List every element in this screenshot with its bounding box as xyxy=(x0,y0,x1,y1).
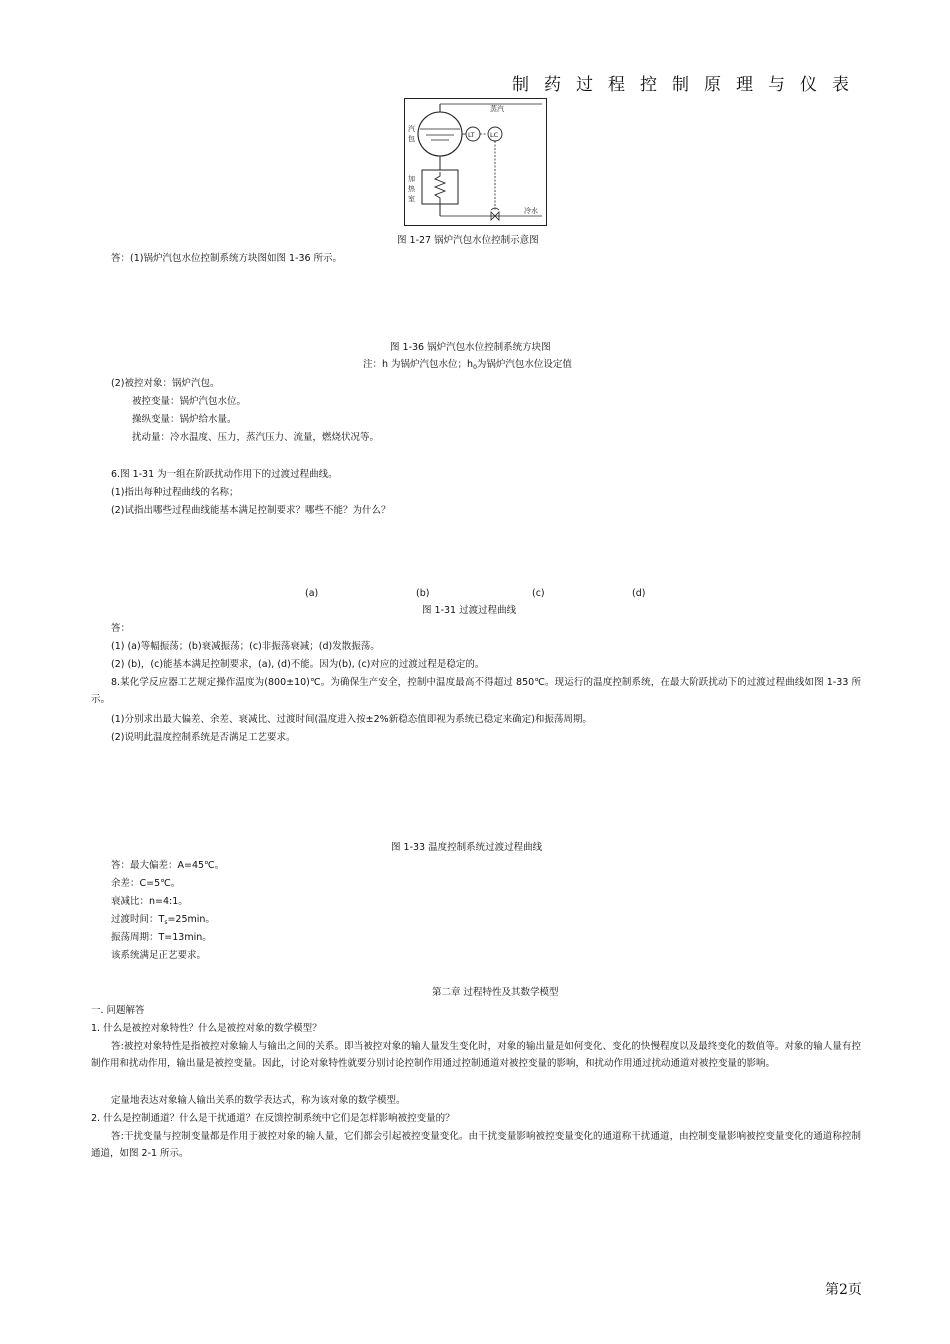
chapter2-answer-1b: 定量地表达对象输人输出关系的数学表达式，称为该对象的数学模型。 xyxy=(111,1095,406,1106)
chapter2-answer-1: 答:被控对象特性是指被控对象输人与输出之间的关系。即当被控对象的输人量发生变化时，对象的输出量是如何变化、变化的快慢程度以及最终变化的数值等。对象的输人量有控制作用和扰动作用，输出量是被控变量。因此，讨论对象特性就要分别讨论控制作用通过控制通道对被控变量的影响，和扰动作用通过扰动通道对被控变量的影响。 xyxy=(91,1041,861,1069)
question-8-part1: (1)分别求出最大偏差、余差、衰减比、过渡时间(温度进入按±2%新稳态值即视为系统已稳定来确定)和振荡周期。 xyxy=(111,714,592,725)
answer-transition-time: 过渡时间：$T_s=25\min$。 xyxy=(111,914,215,926)
page-header-title: 制药过程控制原理与仪表 xyxy=(512,75,864,95)
figure-1-31-caption: 图 1-31 过渡过程曲线 xyxy=(422,605,517,616)
cold-water-label: 冷水 xyxy=(524,207,538,215)
boiler-drum xyxy=(418,112,462,156)
answer-decay-ratio: 衰减比：n=4:1。 xyxy=(111,896,188,907)
disturbance-variables: 扰动量：冷水温度、压力，蒸汽压力、流量，燃烧状况等。 xyxy=(132,432,380,443)
svg-text:LT: LT xyxy=(468,131,475,139)
question-6-part1: (1)指出每种过程曲线的名称； xyxy=(111,487,239,498)
chapter2-question-2: 2. 什么是控制通道？什么是干扰通道？在反馈控制系统中它们是怎样影响被控变量的？ xyxy=(91,1113,455,1124)
answer-residual: 余差：C=5℃。 xyxy=(111,878,181,889)
answer-q5-part2: (2)被控对象：锅炉汽包。 xyxy=(111,378,220,389)
answer-q6-part1: (1) (a)等幅振荡；(b)衰减振荡；(c)非振荡衰减；(d)发散振荡。 xyxy=(111,641,380,652)
svg-text:汽: 汽 xyxy=(408,125,415,133)
chapter2-answer-2: 答:干扰变量与控制变量都是作用于被控对象的输人量，它们都会引起被控变量变化。由干扰变量影响被控变量变化的通道称干扰通道，由控制变量影响被控变量变化的通道称控制通道，如图 2-1 所示。 xyxy=(91,1131,861,1159)
section-heading: 一. 问题解答 xyxy=(91,1005,145,1016)
figure-1-27-boiler-drum-diagram xyxy=(404,98,547,226)
controlled-variable: 被控变量：锅炉汽包水位。 xyxy=(132,396,247,407)
answer-max-deviation: 答：最大偏差：A=45℃。 xyxy=(111,860,225,871)
svg-text:加: 加 xyxy=(408,175,415,183)
svg-text:热: 热 xyxy=(408,185,415,193)
svg-text:室: 室 xyxy=(408,195,415,203)
figure-1-36-caption: 图 1-36 锅炉汽包水位控制系统方块图 xyxy=(390,342,551,353)
answer-q5-part1: 答：(1)锅炉汽包水位控制系统方块图如图 1-36 所示。 xyxy=(111,253,343,264)
answer-conclusion: 该系统满足正艺要求。 xyxy=(111,950,207,961)
sublabel-b: (b) xyxy=(416,588,430,599)
question-6: 6.图 1-31 为一组在阶跃扰动作用下的过渡过程曲线。 xyxy=(111,469,338,480)
figure-1-27-caption: 图 1-27 锅炉汽包水位控制示意图 xyxy=(397,235,539,246)
chapter-2-title: 第二章 过程特性及其数学模型 xyxy=(432,987,559,998)
answer-q6-part2: (2) (b)，(c)能基本满足控制要求，(a), (d)不能。因为(b), (c)对应的过渡过程是稳定的。 xyxy=(111,659,485,670)
svg-text:LC: LC xyxy=(490,131,499,139)
question-8: 8.某化学反应器工艺规定操作温度为(800±10)℃。为确保生产安全，控制中温度最高不得超过 850℃。现运行的温度控制系统，在最大阶跃扰动下的过渡过程曲线如图 1-33 所示。 xyxy=(91,677,861,705)
page-number: 第2页 xyxy=(825,1282,862,1298)
answer-oscillation-period: 振荡周期：T=13min。 xyxy=(111,932,212,943)
manipulated-variable: 操纵变量：锅炉给水量。 xyxy=(132,414,237,425)
answer-label-q6: 答： xyxy=(111,623,131,634)
sublabel-d: (d) xyxy=(632,588,646,599)
figure-1-36-note: 注：h 为锅炉汽包水位；$h_0$为锅炉汽包水位设定值 xyxy=(363,359,572,371)
steam-label: 蒸汽 xyxy=(490,105,504,113)
sublabel-a: (a) xyxy=(305,588,319,599)
question-6-part2: (2)试指出哪些过程曲线能基本满足控制要求？哪些不能？为什么？ xyxy=(111,505,391,516)
question-8-part2: (2)说明此温度控制系统是否满足工艺要求。 xyxy=(111,732,296,743)
figure-1-33-caption: 图 1-33 温度控制系统过渡过程曲线 xyxy=(391,842,543,853)
chapter2-question-1: 1. 什么是被控对象特性？什么是被控对象的数学模型？ xyxy=(91,1023,322,1034)
sublabel-c: (c) xyxy=(532,588,545,599)
svg-text:包: 包 xyxy=(408,135,415,143)
